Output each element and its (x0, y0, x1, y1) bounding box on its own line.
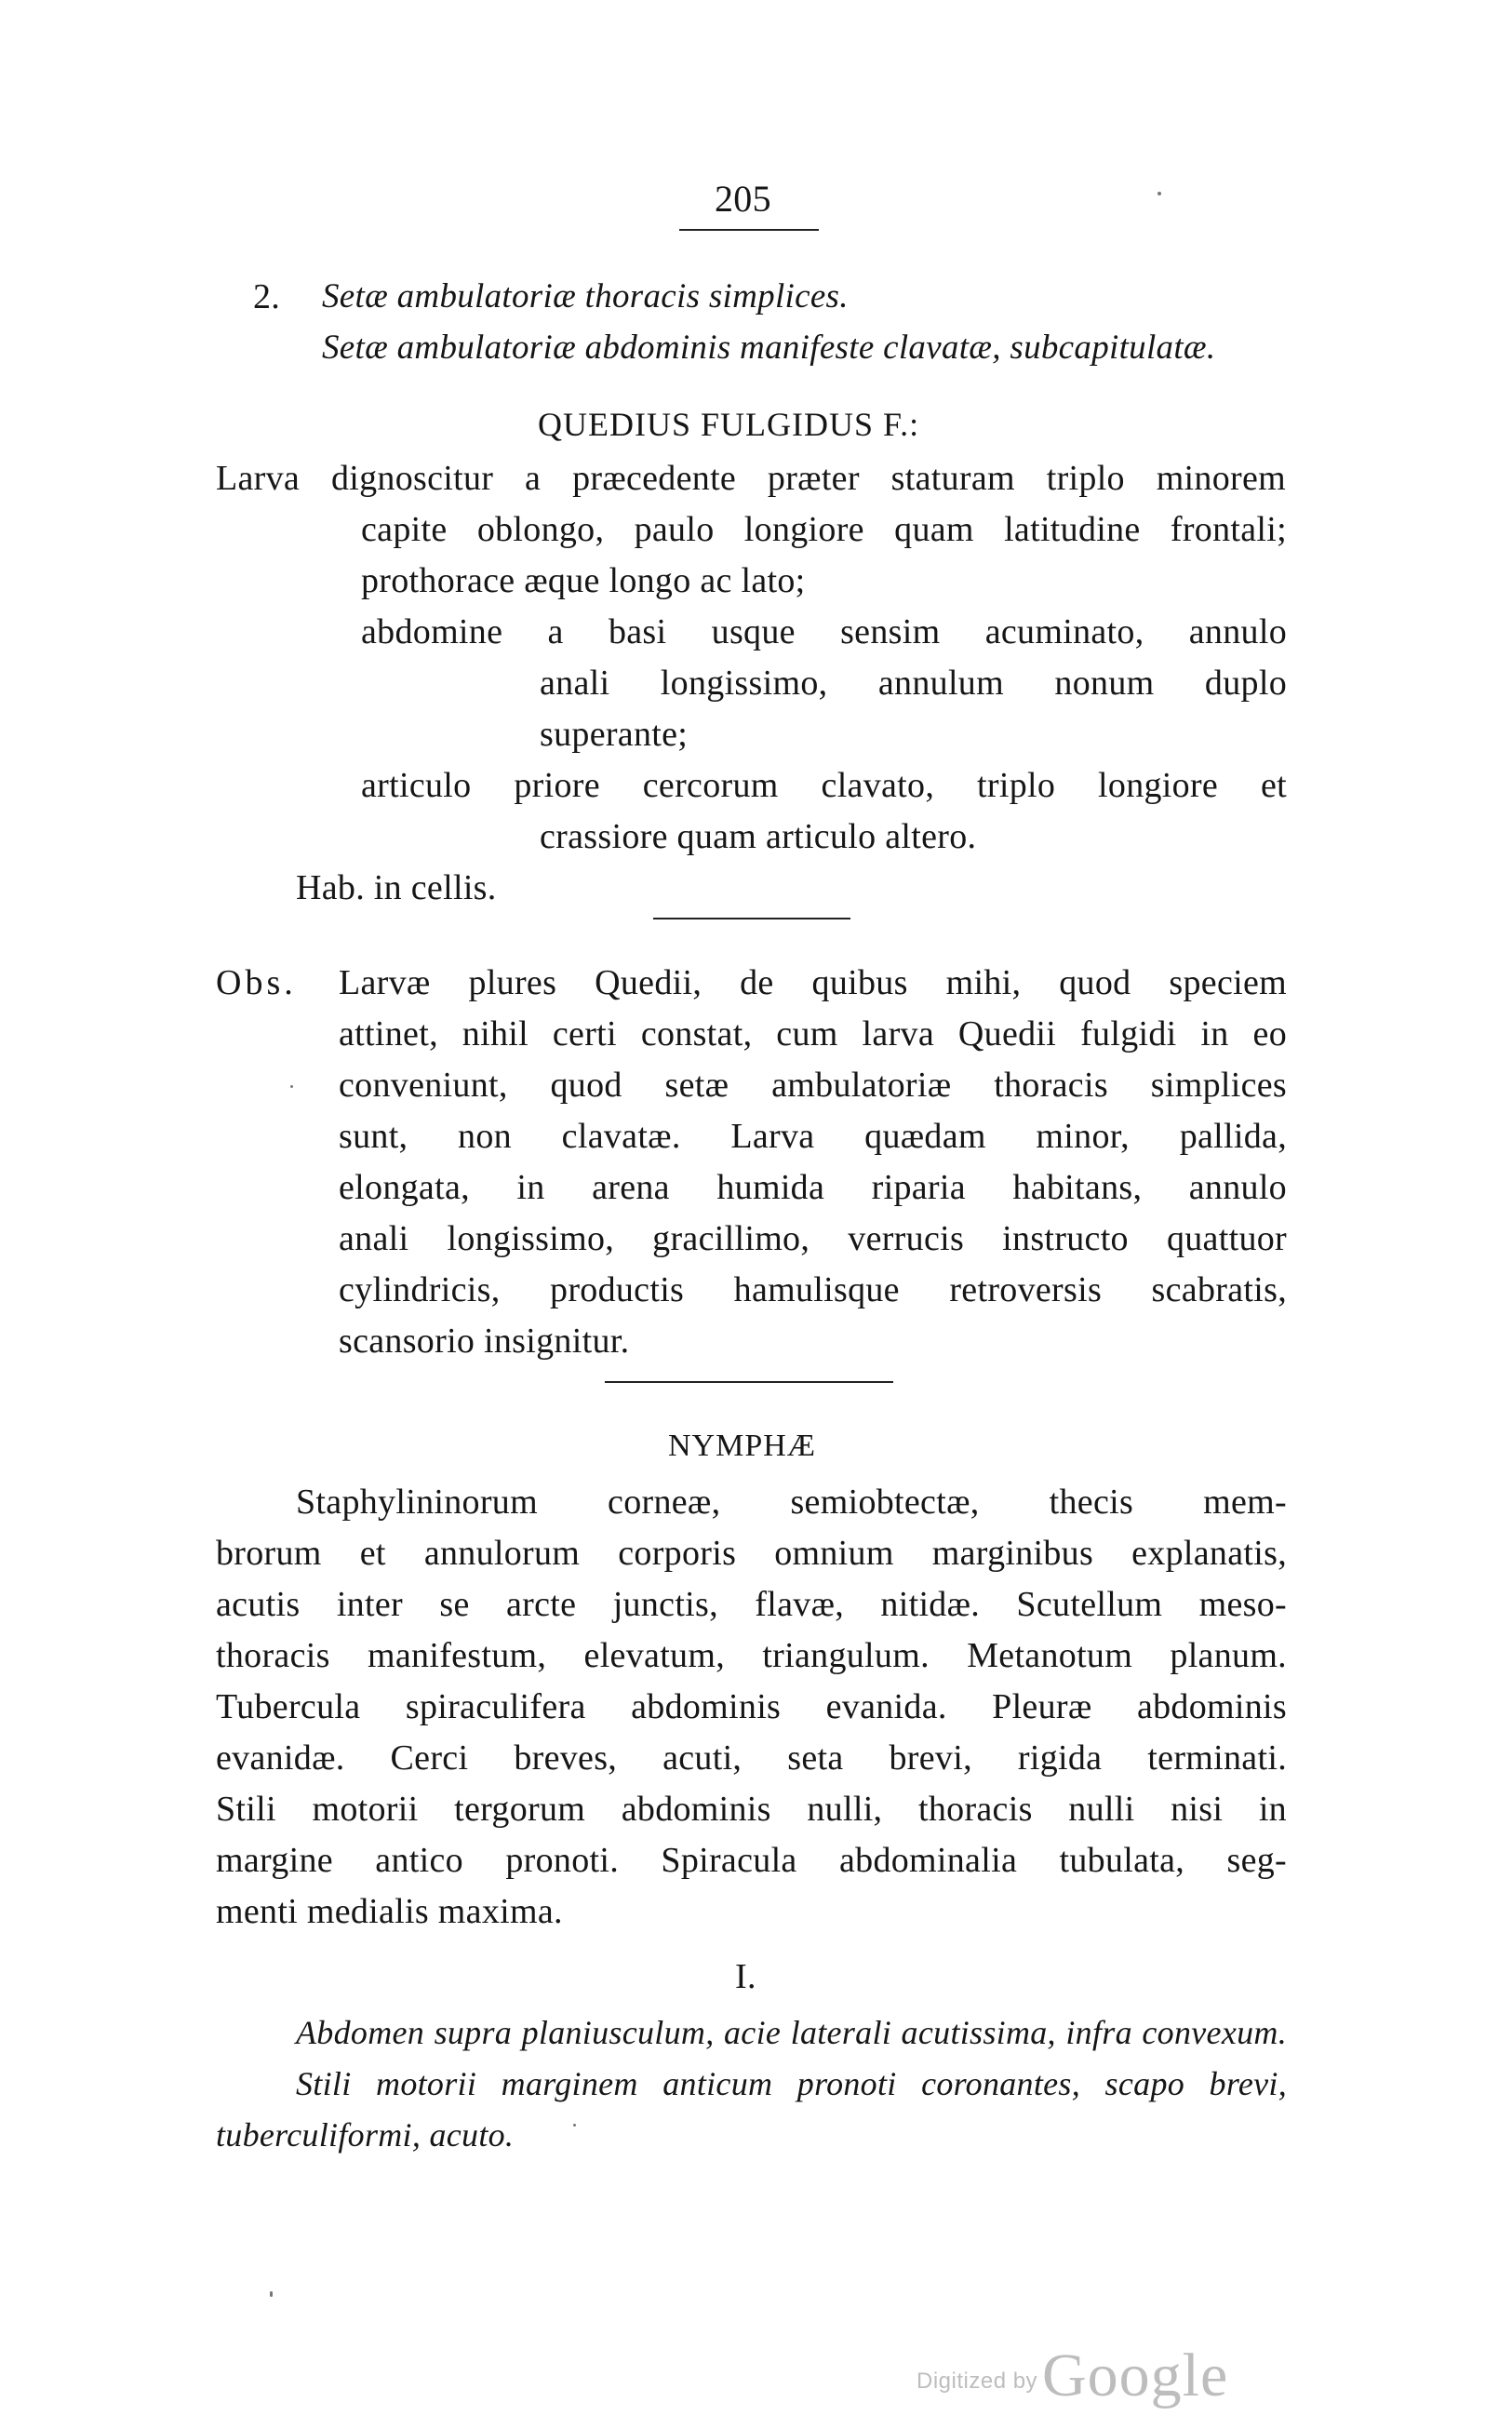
nymphae-line-1: Staphylininorum corneæ, semiobtectæ, thecis mem- (296, 1483, 1287, 1522)
quedius-line-7: articulo priore cercorum clavato, triplo longiore et (361, 766, 1287, 805)
section-one-line-2: Stili motorii marginem anticum pronoti coronantes, scapo brevi, (296, 2065, 1287, 2102)
setae-line-1: Setæ ambulatoriæ thoracis simplices. (322, 277, 849, 315)
speck (290, 1085, 293, 1088)
google-logo: Google (1042, 2342, 1229, 2409)
quedius-heading: QUEDIUS FULGIDUS F.: (538, 406, 920, 443)
nymphae-line-3: acutis inter se arcte junctis, flavæ, nitidæ. Scutellum meso- (216, 1585, 1287, 1624)
section-divider-2 (605, 1381, 893, 1383)
quedius-line-2: capite oblongo, paulo longiore quam latitudine frontali; (361, 510, 1287, 549)
nymphae-line-7: Stili motorii tergorum abdominis nulli, thoracis nulli nisi in (216, 1790, 1287, 1829)
digitized-by-text: Digitized by (917, 2369, 1038, 2394)
obs-line-5: elongata, in arena humida riparia habitans, annulo (339, 1168, 1287, 1207)
section-divider-1 (653, 918, 850, 919)
quedius-line-4: abdomine a basi usque sensim acuminato, annulo (361, 612, 1287, 651)
quedius-habitat: Hab. in cellis. (296, 868, 497, 907)
speck (270, 2291, 273, 2297)
setae-line-2: Setæ ambulatoriæ abdominis manifeste clavatæ, subcapitulatæ. (322, 329, 1216, 367)
section-one-line-1: Abdomen supra planiusculum, acie laterali acutissima, infra convexum. (296, 2014, 1287, 2051)
obs-line-2: attinet, nihil certi constat, cum larva Quedii fulgidi in eo (339, 1014, 1287, 1053)
setae-number: 2. (253, 277, 281, 316)
section-one-heading: I. (735, 1957, 756, 1996)
quedius-line-8: crassiore quam articulo altero. (540, 817, 977, 856)
obs-line-6: anali longissimo, gracillimo, verrucis instructo quattuor (339, 1219, 1287, 1258)
nymphae-heading: NYMPHÆ (668, 1429, 817, 1463)
digitized-watermark (917, 2341, 1233, 2409)
quedius-line-6: superante; (540, 715, 689, 754)
obs-label: Obs. (216, 963, 297, 1002)
obs-line-8: scansorio insignitur. (339, 1322, 630, 1361)
page-number-underline (679, 229, 819, 231)
speck (1157, 192, 1161, 195)
obs-line-1: Larvæ plures Quedii, de quibus mihi, quod speciem (339, 963, 1287, 1002)
nymphae-line-4: thoracis manifestum, elevatum, triangulum. Metanotum planum. (216, 1636, 1287, 1675)
nymphae-line-8: margine antico pronoti. Spiracula abdominalia tubulata, seg- (216, 1841, 1287, 1880)
quedius-line-5: anali longissimo, annulum nonum duplo (540, 664, 1287, 703)
section-one-line-3: tuberculiformi, acuto. (216, 2116, 515, 2154)
obs-line-3: conveniunt, quod setæ ambulatoriæ thoracis simplices (339, 1066, 1287, 1105)
nymphae-line-5: Tubercula spiraculifera abdominis evanida. Pleuræ abdominis (216, 1687, 1287, 1726)
quedius-line-1: Larva dignoscitur a præcedente præter staturam triplo minorem (216, 459, 1286, 498)
obs-line-4: sunt, non clavatæ. Larva quædam minor, pallida, (339, 1117, 1287, 1156)
speck (573, 2124, 576, 2127)
nymphae-line-2: brorum et annulorum corporis omnium marginibus explanatis, (216, 1534, 1287, 1573)
page-number: 205 (715, 178, 771, 220)
nymphae-line-9: menti medialis maxima. (216, 1892, 563, 1931)
quedius-line-3: prothorace æque longo ac lato; (361, 561, 806, 600)
obs-line-7: cylindricis, productis hamulisque retroversis scabratis, (339, 1270, 1287, 1309)
nymphae-line-6: evanidæ. Cerci breves, acuti, seta brevi, rigida terminati. (216, 1738, 1287, 1778)
